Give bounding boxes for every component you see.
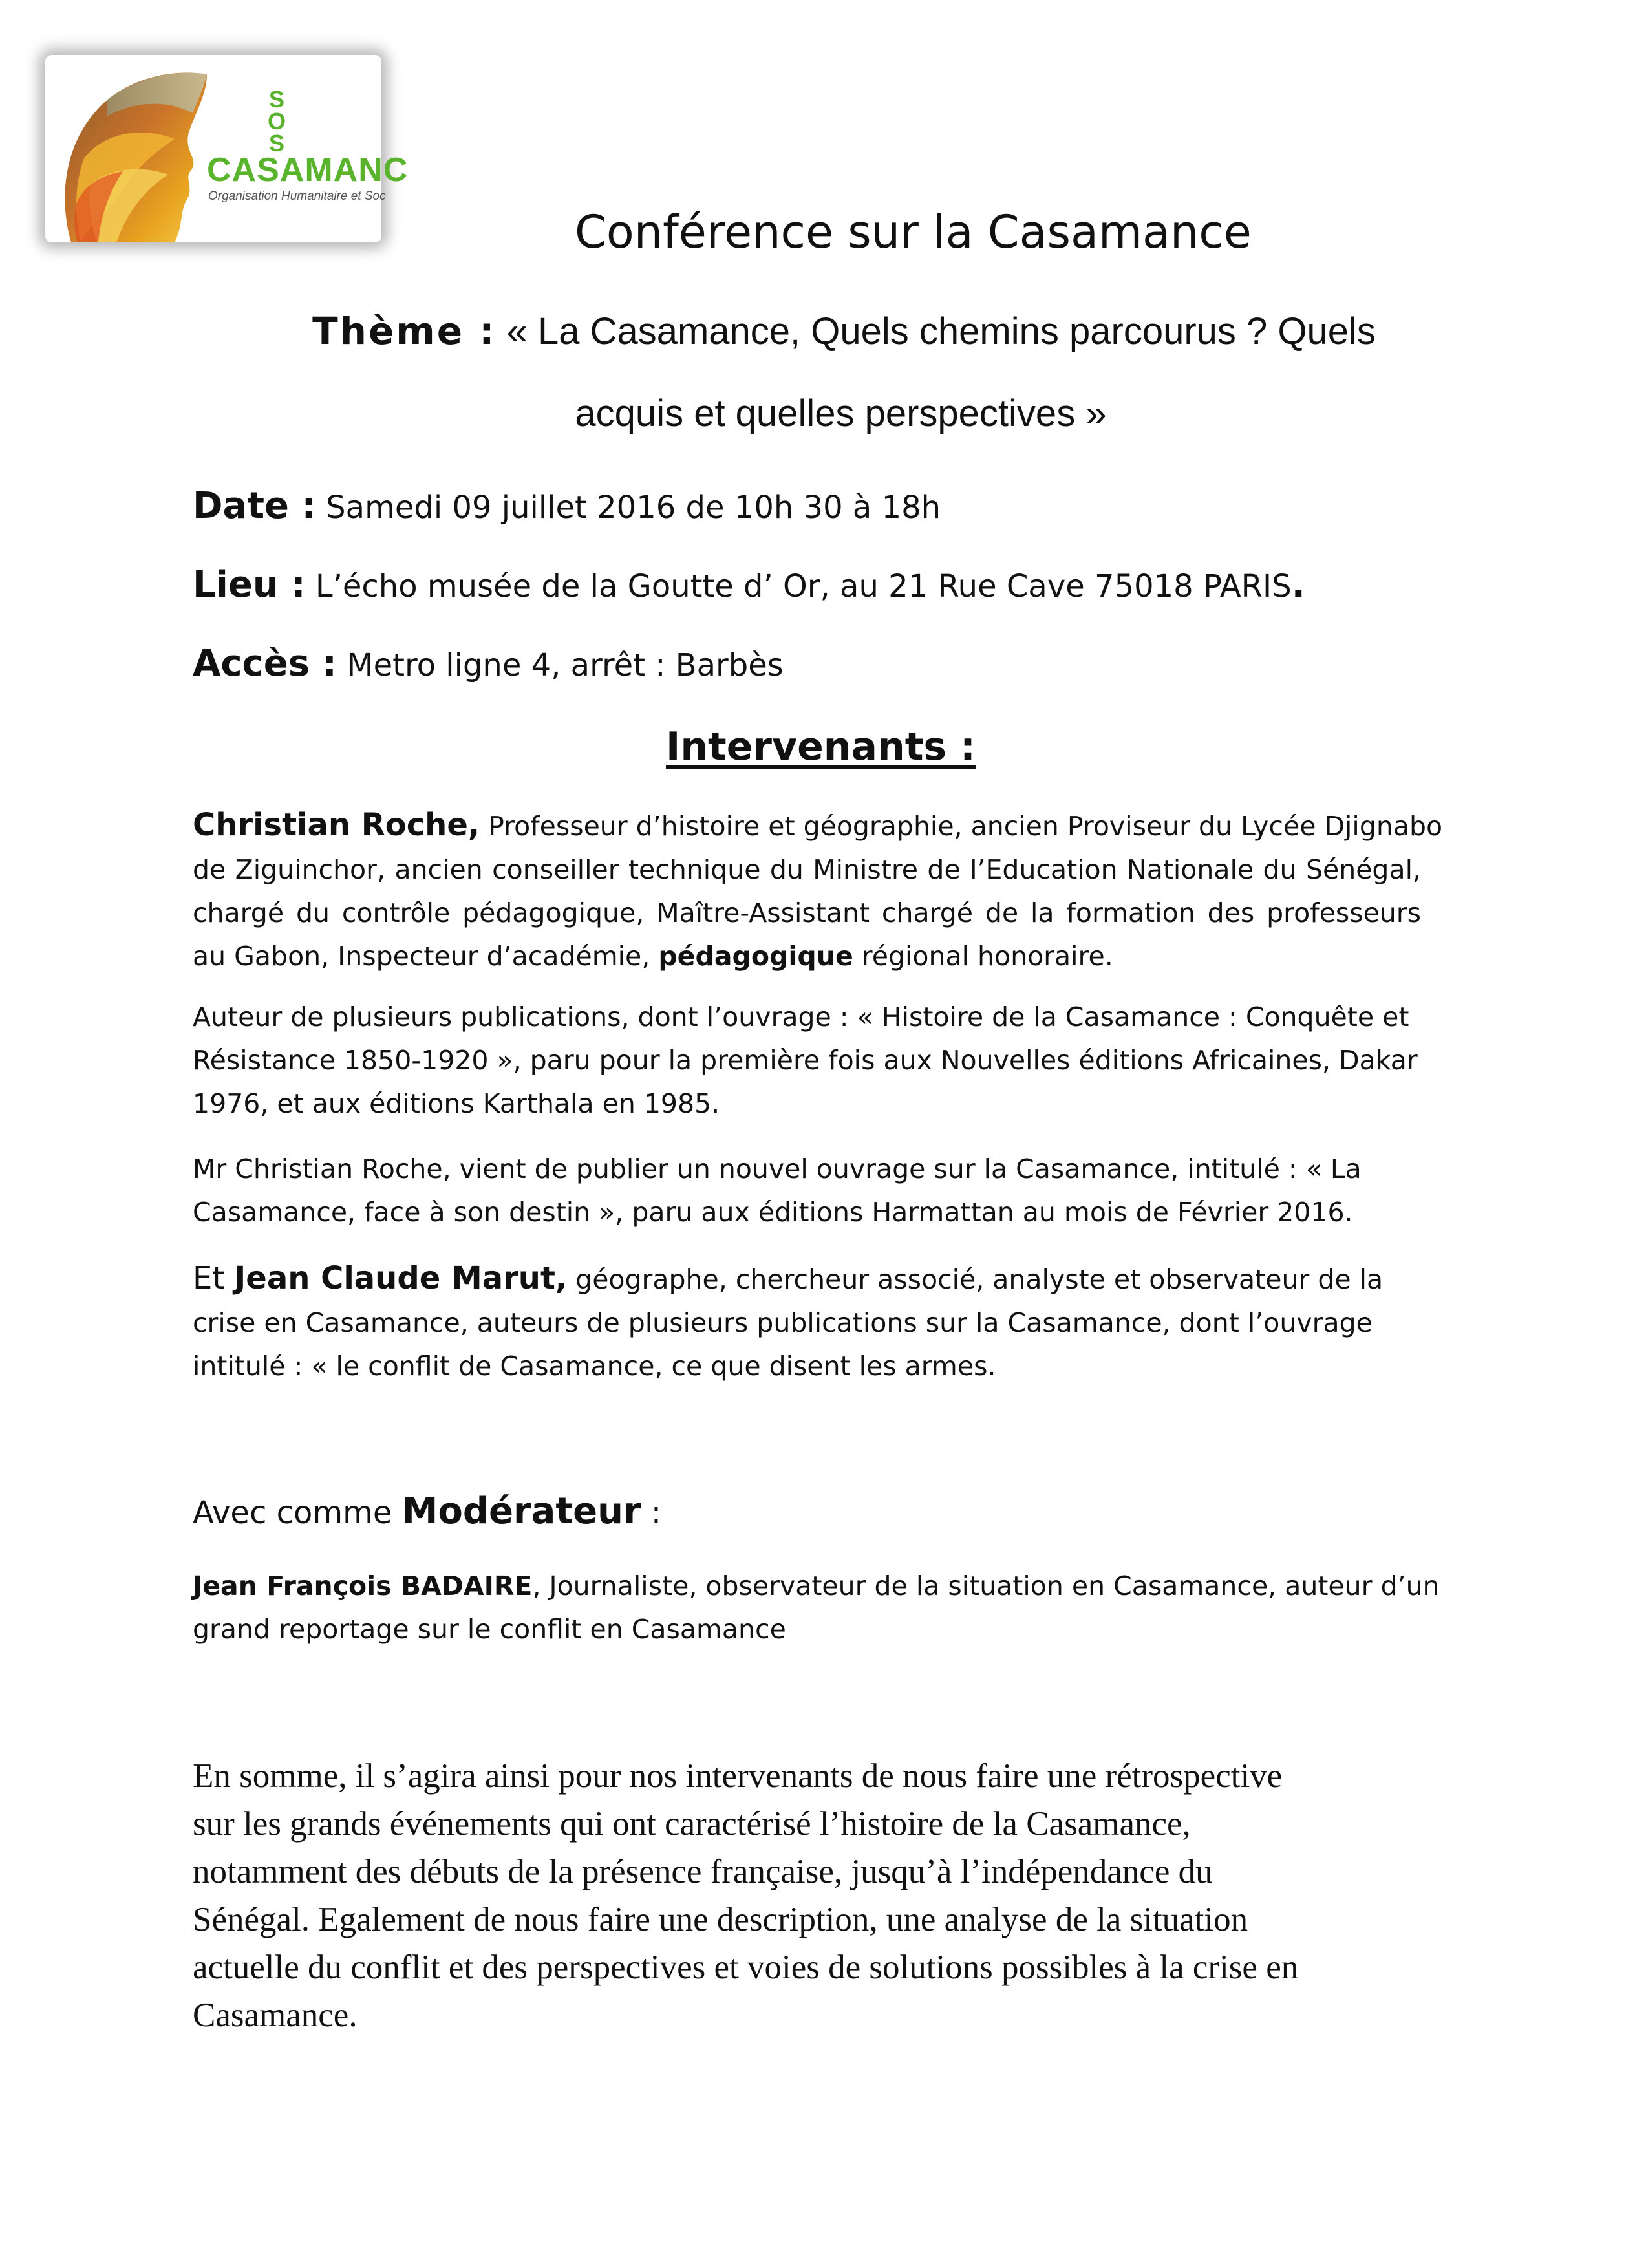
sos-casamance-logo <box>45 55 409 242</box>
new-book-paragraph <box>193 1148 1421 1234</box>
paragraph-line: 1976, et aux éditions Karthala en 1985. <box>193 1088 720 1119</box>
paragraph-line: chargé du contrôle pédagogique, Maître-Assistant chargé de la formation des professeurs <box>193 897 1421 928</box>
text-span: : <box>641 1495 662 1531</box>
theme-text: « La Casamance, Quels chemins parcourus ? Quels <box>496 310 1376 352</box>
face-silhouette-icon <box>45 55 381 242</box>
text-span: régional honoraire. <box>853 941 1113 972</box>
info-lieu <box>193 564 1305 606</box>
page-title: Conférence sur la Casamance <box>575 206 1252 259</box>
text-span: au Gabon, Inspecteur d’académie, <box>193 941 659 972</box>
speaker2-name: Jean Claude Marut, <box>234 1260 568 1296</box>
info-acces <box>193 643 784 685</box>
paragraph-line <box>193 1565 1440 1608</box>
paragraph-line: Casamance, face à son destin », paru aux éditions Harmattan au mois de Février 2016. <box>193 1197 1353 1228</box>
publications-paragraph <box>193 996 1421 1126</box>
logo-sos-letters <box>264 86 290 156</box>
paragraph-line: sur les grands événements qui ont caractérisé l’histoire de la Casamance, <box>193 1805 1191 1843</box>
speaker1-name: Christian Roche, <box>193 807 480 843</box>
moderator-label: Modérateur <box>401 1490 641 1532</box>
text-span: Et <box>193 1260 235 1296</box>
moderator-heading <box>193 1490 661 1532</box>
intervenants-heading: Intervenants : <box>666 724 976 769</box>
paragraph-line: intitulé : « le conflit de Casamance, ce que disent les armes. <box>193 1351 996 1382</box>
lieu-value: L’écho musée de la Goutte d’ Or, au 21 Rue Cave 75018 PARIS <box>305 568 1292 604</box>
paragraph-line <box>193 804 1443 848</box>
theme-line-2: acquis et quelles perspectives » <box>575 392 1107 434</box>
theme-line-1 <box>42 309 1646 353</box>
moderator-paragraph <box>193 1565 1440 1651</box>
logo-letter: S <box>268 86 284 112</box>
text-span: géographe, chercheur associé, analyste et observateur de la <box>567 1264 1384 1295</box>
paragraph-line: actuelle du conflit et des perspectives et voies de solutions possibles à la crise en <box>193 1949 1299 1986</box>
acces-value: Metro ligne 4, arrêt : Barbès <box>336 647 784 683</box>
text-span-bold: pédagogique <box>658 941 853 972</box>
paragraph-line <box>193 935 1421 978</box>
text-span: Professeur d’histoire et géographie, ancien Proviseur du Lycée Djignabo <box>480 811 1443 842</box>
speaker2-paragraph <box>193 1257 1421 1388</box>
logo-name: CASAMANC <box>207 151 409 189</box>
date-value: Samedi 09 juillet 2016 de 10h 30 à 18h <box>315 489 941 526</box>
text-span: , Journaliste, observateur de la situation en Casamance, auteur d’un <box>532 1570 1440 1601</box>
speaker1-paragraph <box>193 804 1443 978</box>
paragraph-line <box>193 1257 1421 1301</box>
date-label: Date : <box>193 485 316 527</box>
logo-letter: S <box>268 130 284 156</box>
paragraph-line: grand reportage sur le conflit en Casamance <box>193 1614 786 1645</box>
paragraph-line: notamment des débuts de la présence française, jusqu’à l’indépendance du <box>193 1853 1213 1890</box>
lieu-end: . <box>1291 564 1305 606</box>
lieu-label: Lieu : <box>193 564 306 606</box>
acces-label: Accès : <box>193 643 337 685</box>
theme-label: Thème : <box>312 309 497 353</box>
logo-letter: O <box>267 108 286 134</box>
moderator-name: Jean François BADAIRE <box>193 1570 533 1601</box>
paragraph-line: Auteur de plusieurs publications, dont l’ouvrage : « Histoire de la Casamance : Conquête et <box>193 1001 1409 1032</box>
conclusion-paragraph <box>193 1752 1421 2039</box>
text-span: Avec comme <box>193 1495 402 1531</box>
paragraph-line: crise en Casamance, auteurs de plusieurs publications sur la Casamance, dont l’ouvrage <box>193 1307 1373 1338</box>
paragraph-line: Casamance. <box>193 1996 358 2034</box>
paragraph-line: de Ziguinchor, ancien conseiller technique du Ministre de l’Education Nationale du Sénégal, <box>193 854 1421 885</box>
logo-tagline: Organisation Humanitaire et Soc <box>208 189 386 203</box>
paragraph-line: Mr Christian Roche, vient de publier un nouvel ouvrage sur la Casamance, intitulé : « La <box>193 1153 1362 1184</box>
paragraph-line: Sénégal. Egalement de nous faire une description, une analyse de la situation <box>193 1901 1248 1938</box>
paragraph-line: Résistance 1850-1920 », paru pour la première fois aux Nouvelles éditions Africaines, Dakar <box>193 1045 1418 1076</box>
paragraph-line: En somme, il s’agira ainsi pour nos intervenants de nous faire une rétrospective <box>193 1757 1283 1795</box>
info-date <box>193 485 941 527</box>
